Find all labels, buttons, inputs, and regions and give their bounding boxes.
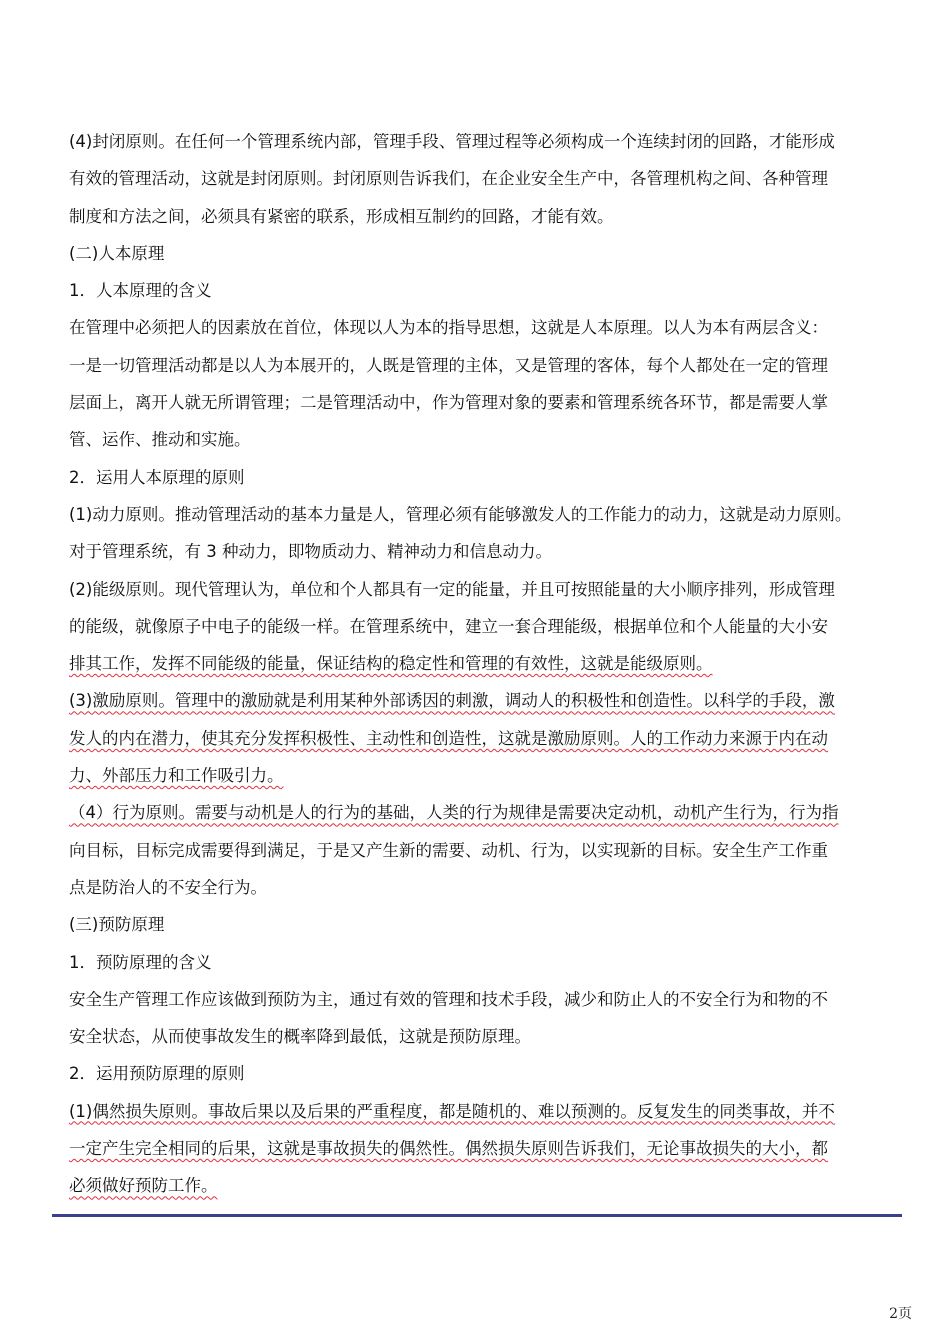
paragraph-energy-level-principle bbox=[69, 571, 887, 683]
footer-divider bbox=[52, 1214, 902, 1217]
subsection-heading-humanistic-meaning: 1．人本原理的含义 bbox=[69, 281, 212, 301]
paragraph-behavior-principle bbox=[69, 794, 887, 906]
section-heading-humanistic-principle: (二)人本原理 bbox=[69, 243, 165, 263]
text-line: 发人的内在潜力，使其充分发挥积极性、主动性和创造性，这就是激励原则。人的工作动力来源于内在动 bbox=[69, 728, 828, 748]
paragraph-prevention-meaning bbox=[69, 981, 887, 1056]
paragraph-motivation-principle bbox=[69, 496, 887, 571]
text-line: 在管理中必须把人的因素放在首位，体现以人为本的指导思想，这就是人本原理。以人为本有两层含义： bbox=[69, 318, 828, 338]
text-line: 必须做好预防工作。 bbox=[69, 1176, 218, 1196]
text-line: 点是防治人的不安全行为。 bbox=[69, 877, 267, 897]
text-line: (1)动力原则。推动管理活动的基本力量是人，管理必须有能够激发人的工作能力的动力，这就是动力原则。 bbox=[69, 504, 852, 524]
text-line: 一是一切管理活动都是以人为本展开的，人既是管理的主体，又是管理的客体，每个人都处在一定的管理 bbox=[69, 355, 828, 375]
page-number: 2页 bbox=[889, 1306, 912, 1322]
text-line: 管、运作、推动和实施。 bbox=[69, 430, 251, 450]
text-line: （4）行为原则。需要与动机是人的行为的基础，人类的行为规律是需要决定动机，动机产生行为，行为指 bbox=[69, 803, 839, 823]
text-line: (4)封闭原则。在任何一个管理系统内部，管理手段、管理过程等必须构成一个连续封闭的回路，才能形成 bbox=[69, 132, 835, 151]
text-line: 层面上，离开人就无所谓管理；二是管理活动中，作为管理对象的要素和管理系统各环节，都是需要人掌 bbox=[69, 393, 828, 413]
text-line: 安全状态，从而使事故发生的概率降到最低，这就是预防原理。 bbox=[69, 1027, 531, 1047]
text-line: 对于管理系统，有 3 种动力，即物质动力、精神动力和信息动力。 bbox=[69, 542, 552, 562]
text-line: 制度和方法之间，必须具有紧密的联系，形成相互制约的回路，才能有效。 bbox=[69, 206, 614, 226]
subsection-heading-humanistic-rules: 2．运用人本原理的原则 bbox=[69, 467, 245, 487]
paragraph-humanistic-meaning bbox=[69, 309, 887, 458]
text-line: (1)偶然损失原则。事故后果以及后果的严重程度，都是随机的、难以预测的。反复发生的同类事故，并不 bbox=[69, 1101, 835, 1121]
section-heading-prevention-principle: (三)预防原理 bbox=[69, 915, 165, 935]
subsection-heading-prevention-meaning: 1．预防原理的含义 bbox=[69, 952, 212, 972]
paragraph-closure-principle bbox=[69, 123, 887, 235]
document-body bbox=[69, 123, 887, 1205]
paragraph-accidental-loss-principle bbox=[69, 1093, 887, 1205]
text-line: 一定产生完全相同的后果，这就是事故损失的偶然性。偶然损失原则告诉我们，无论事故损失的大小，都 bbox=[69, 1139, 828, 1159]
text-line: (3)激励原则。管理中的激励就是利用某种外部诱因的刺激，调动人的积极性和创造性。以科学的手段，激 bbox=[69, 691, 835, 711]
text-line: 有效的管理活动，这就是封闭原则。封闭原则告诉我们，在企业安全生产中，各管理机构之间、各种管理 bbox=[69, 169, 828, 189]
text-line: 的能级，就像原子中电子的能级一样。在管理系统中，建立一套合理能级，根据单位和个人能量的大小安 bbox=[69, 616, 828, 636]
text-line: 安全生产管理工作应该做到预防为主，通过有效的管理和技术手段，减少和防止人的不安全行为和物的不 bbox=[69, 989, 828, 1009]
paragraph-incentive-principle bbox=[69, 682, 887, 794]
subsection-heading-prevention-rules: 2．运用预防原理的原则 bbox=[69, 1064, 245, 1084]
text-line: 排其工作，发挥不同能级的能量，保证结构的稳定性和管理的有效性，这就是能级原则。 bbox=[69, 654, 713, 674]
text-line: 力、外部压力和工作吸引力。 bbox=[69, 766, 284, 786]
text-line: 向目标，目标完成需要得到满足，于是又产生新的需要、动机、行为，以实现新的目标。安全生产工作重 bbox=[69, 840, 828, 860]
text-line: (2)能级原则。现代管理认为，单位和个人都具有一定的能量，并且可按照能量的大小顺序排列，形成管理 bbox=[69, 579, 835, 599]
